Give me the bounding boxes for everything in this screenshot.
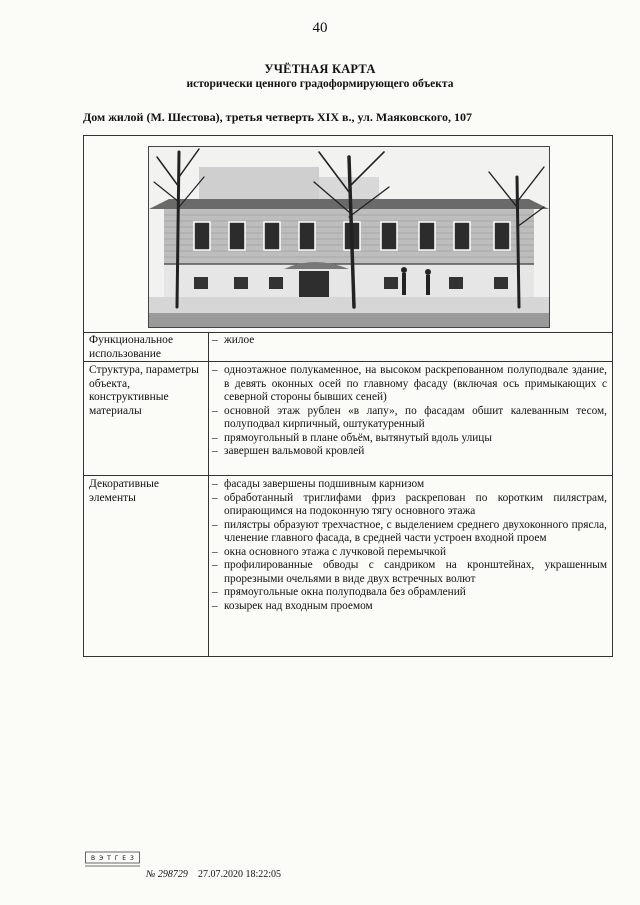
page-number: 40 <box>312 20 328 36</box>
list-item: – фасады завершены подшивным карнизом <box>212 478 607 492</box>
object-name: Дом жилой (М. Шестова), третья четверть XIX в., ул. Маяковского, 107 <box>83 110 473 124</box>
table-row-decorative <box>84 476 612 656</box>
row-items <box>212 478 607 613</box>
table-row-functional-use <box>84 332 612 362</box>
card-title: УЧЁТНАЯ КАРТА <box>264 62 376 76</box>
record-card-table <box>83 135 613 657</box>
row-items <box>212 334 607 348</box>
list-item: – козырек над входным проемом <box>212 600 607 614</box>
card-subtitle: исторически ценного градоформирующего объекта <box>186 78 454 90</box>
list-item: – жилое <box>212 334 607 348</box>
building-photo <box>148 146 550 328</box>
list-item: – прямоугольный в плане объём, вытянутый вдоль улицы <box>212 432 607 446</box>
list-item: – прямоугольные окна полуподвала без обрамлений <box>212 586 607 600</box>
list-item: – одноэтажное полукаменное, на высоком раскрепованном полуподвале здание, в девять оконных осей по главному фасаду (включая ось примыкающих с северной стороны бывших сеней) <box>212 364 607 405</box>
stamp-text: В Э Т Г Е З <box>91 855 135 862</box>
row-items <box>212 364 607 459</box>
list-item: – профилированные обводы с сандриком на кронштейнах, украшенным прорезными очельями в виде двух встречных волют <box>212 559 607 586</box>
photo-cell <box>84 136 612 333</box>
document-number: № 298729 <box>146 869 188 880</box>
row-label: Функциональное использование <box>89 334 174 360</box>
row-label: Структура, параметры объекта, конструктивные материалы <box>89 364 199 417</box>
row-label: Декоративные элементы <box>89 478 159 504</box>
list-item: – завершен вальмовой кровлей <box>212 445 607 459</box>
list-item: – обработанный триглифами фриз раскрепован по коротким пилястрам, опирающимся на подоконную тягу основного этажа <box>212 492 607 519</box>
document-datetime: 27.07.2020 18:22:05 <box>198 869 282 880</box>
list-item: – окна основного этажа с лучковой перемычкой <box>212 546 607 560</box>
list-item: – пилястры образуют трехчастное, с выделением среднего двухоконного прясла, членение главного фасада, в средней части устроен входной проем <box>212 519 607 546</box>
list-item: – основной этаж рублен «в лапу», по фасадам обшит калеванным тесом, полуподвал кирпичный, оштукатуренный <box>212 405 607 432</box>
table-row-structure <box>84 362 612 476</box>
